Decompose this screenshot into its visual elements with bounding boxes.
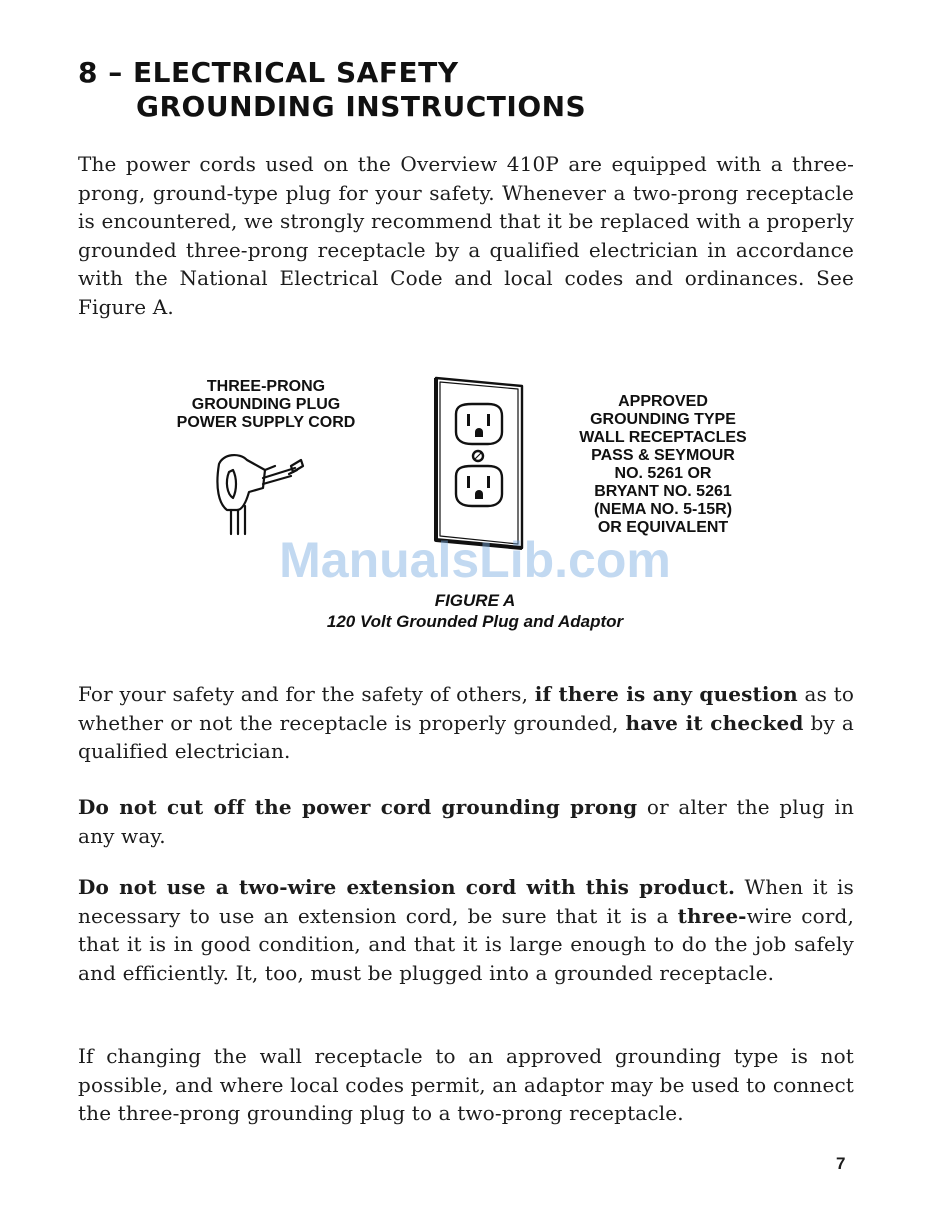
receptacle-caption-line: BRYANT NO. 5261 [594,483,732,500]
heading-line-2: GROUNDING INSTRUCTIONS [136,90,587,123]
emphasis-run: have it checked [625,710,804,735]
plug-caption-line: GROUNDING PLUG [191,396,341,413]
intro-paragraph: The power cords used on the Overview 410P are equipped with a three-prong, ground-type plug for your safety. Whenever a two-prong receptacle is encountered, we strongly recommend that it be replaced with a properly grounded three-prong receptacle by a qualified electrician in accordance with the National Electrical Code and local codes and ordinances. See Figure A. [78,152,854,319]
receptacle-caption-line: (NEMA NO. 5-15R) [593,501,733,518]
plug-caption-line: POWER SUPPLY CORD [176,414,356,431]
receptacle-caption-line: NO. 5261 OR [614,465,712,482]
receptacle-caption [552,393,774,537]
text-run: For your safety and for the safety of others, [78,682,535,706]
plug-caption-line: THREE-PRONG [206,378,326,395]
section-heading [78,56,586,124]
figure-label: FIGURE A [434,591,516,610]
text-run: or alter the plug in any way. [78,795,854,848]
emphasis-run: three- [677,903,747,928]
receptacle-caption-line: APPROVED [618,393,708,410]
receptacle-caption-line: OR EQUIVALENT [597,519,729,536]
safety-paragraph [78,680,854,766]
plug-caption [150,378,382,432]
extension-cord-paragraph [78,873,854,987]
text-run: as to whether or not the receptacle is properly grounded, [78,682,855,735]
figure-subtitle: 120 Volt Grounded Plug and Adaptor [326,612,624,631]
emphasis-run: Do not cut off the power cord grounding prong [78,795,638,819]
page-number: 7 [836,1154,846,1173]
receptacle-caption-line: WALL RECEPTACLES [579,429,747,446]
receptacle-caption-line: GROUNDING TYPE [590,411,736,428]
watermark: ManualsLib.com [279,532,671,588]
receptacle-caption-line: PASS & SEYMOUR [591,447,735,464]
wall-receptacle-icon [430,372,530,550]
grounding-prong-paragraph [78,793,854,850]
text-run: by a qualified electrician. [78,710,854,763]
heading-line-1: 8 – ELECTRICAL SAFETY [78,56,459,89]
text-run: When it is necessary to use an extension cord, be sure that it is a [78,875,854,928]
adaptor-paragraph: If changing the wall receptacle to an approved grounding type is not possible, and where local codes permit, an adaptor may be used to connect the three-prong grounding plug to a two-prong receptacle. [78,1044,854,1125]
emphasis-run: Do not use a two-wire extension cord with this product. [78,875,736,899]
text-run: wire cord, that it is in good condition, and that it is large enough to do the job safely and efficiently. It, too, must be plugged into a grounded receptacle. [78,903,854,985]
emphasis-run: if there is any question [534,682,798,706]
plug-icon [205,448,315,540]
